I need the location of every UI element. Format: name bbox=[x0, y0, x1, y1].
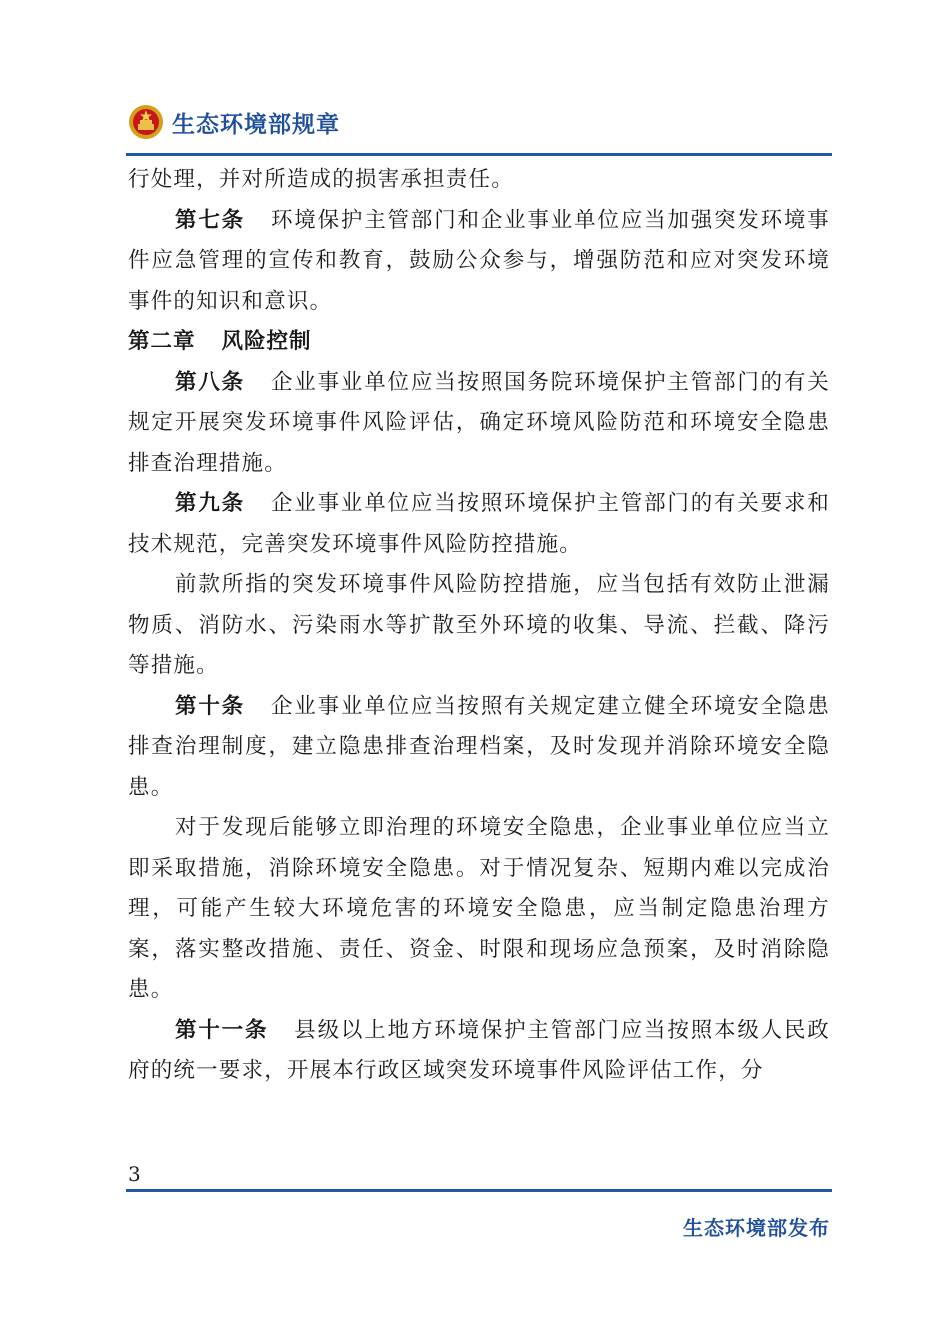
article-text: 企业事业单位应当按照环境保护主管部门的有关要求和技术规范，完善突发环境事件风险防控措施。 bbox=[128, 491, 830, 557]
article-8 bbox=[128, 363, 830, 485]
footer-rule bbox=[126, 1189, 832, 1192]
article-9-paragraph-2: 前款所指的突发环境事件风险防控措施，应当包括有效防止泄漏物质、消防水、污染雨水等扩散至外环境的收集、导流、拦截、降污等措施。 bbox=[128, 572, 830, 678]
page-number: 3 bbox=[128, 1162, 141, 1186]
article-10 bbox=[128, 687, 830, 809]
article-10-paragraph-2: 对于发现后能够立即治理的环境安全隐患，企业事业单位应当立即采取措施，消除环境安全隐患。对于情况复杂、短期内难以完成治理，可能产生较大环境危害的环境安全隐患，应当制定隐患治理方案，落实整改措施、责任、资金、时限和现场应急预案，及时消除隐患。 bbox=[128, 815, 830, 1002]
article-9 bbox=[128, 484, 830, 565]
header-rule bbox=[126, 153, 832, 156]
article-label: 第九条 bbox=[175, 491, 245, 516]
article-text: 县级以上地方环境保护主管部门应当按照本级人民政府的统一要求，开展本行政区域突发环境事件风险评估工作，分 bbox=[128, 1017, 830, 1083]
article-label: 第十一条 bbox=[175, 1017, 269, 1043]
chapter-name: 风险控制 bbox=[221, 329, 312, 354]
article-7 bbox=[128, 201, 830, 323]
article-text: 企业事业单位应当按照国务院环境保护主管部门的有关规定开展突发环境事件风险评估，确定环境风险防范和环境安全隐患排查治理措施。 bbox=[128, 369, 830, 476]
page-header bbox=[128, 98, 340, 146]
article-text: 环境保护主管部门和企业事业单位应当加强突发环境事件应急管理的宣传和教育，鼓励公众参与，增强防范和应对突发环境事件的知识和意识。 bbox=[128, 207, 830, 314]
document-body bbox=[128, 160, 830, 1092]
article-text: 企业事业单位应当按照有关规定建立健全环境安全隐患排查治理制度，建立隐患排查治理档案，及时发现并消除环境安全隐患。 bbox=[128, 693, 830, 800]
national-emblem-icon bbox=[128, 104, 164, 140]
chapter-number: 第二章 bbox=[128, 329, 196, 354]
article-label: 第八条 bbox=[175, 369, 245, 395]
chapter-heading bbox=[128, 322, 830, 363]
article-11 bbox=[128, 1011, 830, 1092]
header-title: 生态环境部规章 bbox=[172, 111, 340, 138]
article-label: 第十条 bbox=[175, 693, 245, 719]
footer-publisher: 生态环境部发布 bbox=[683, 1216, 830, 1240]
article-label: 第七条 bbox=[175, 207, 245, 233]
paragraph-continuation: 行处理，并对所造成的损害承担责任。 bbox=[128, 167, 514, 192]
